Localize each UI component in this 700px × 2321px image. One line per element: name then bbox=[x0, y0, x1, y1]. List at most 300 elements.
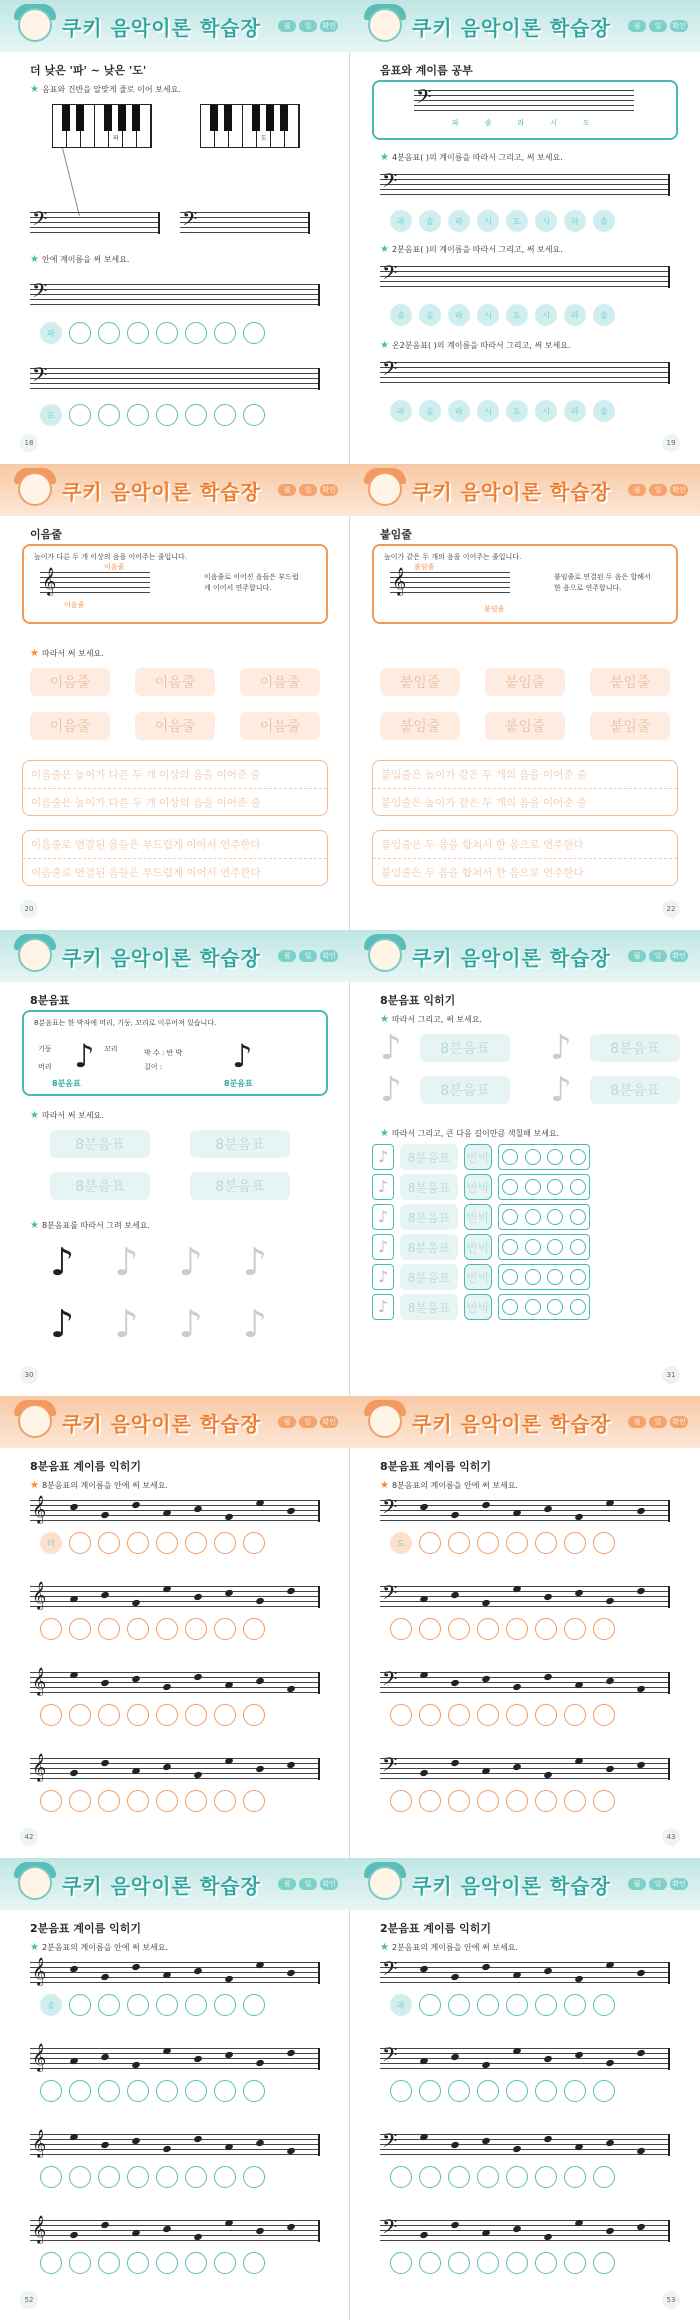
answer-circle[interactable] bbox=[127, 1704, 149, 1726]
answer-circle[interactable] bbox=[535, 2252, 557, 2274]
answer-circle[interactable] bbox=[214, 2252, 236, 2274]
answer-circle[interactable] bbox=[448, 1994, 470, 2016]
trace-word[interactable]: 8분음표 bbox=[420, 1076, 510, 1104]
answer-circle[interactable] bbox=[448, 1532, 470, 1554]
page-42 bbox=[0, 1396, 350, 1858]
note-box[interactable]: ♪ bbox=[372, 1234, 394, 1260]
note bbox=[636, 2049, 646, 2057]
note bbox=[450, 1591, 460, 1599]
trace-notes[interactable]: ♪ ♪ ♪ ♪ bbox=[50, 1302, 268, 1346]
answer-circle[interactable] bbox=[185, 1994, 207, 2016]
staff bbox=[30, 1667, 320, 1695]
note bbox=[481, 1963, 491, 1971]
sentence-row: 이음줄로 연결된 음들은 부드럽게 이어서 연주한다 bbox=[23, 831, 327, 859]
answer-circle[interactable] bbox=[506, 2252, 528, 2274]
answer-circle[interactable] bbox=[419, 2252, 441, 2274]
answer-circle[interactable]: 시 bbox=[477, 304, 499, 326]
answer-circle[interactable] bbox=[593, 2252, 615, 2274]
note bbox=[419, 2231, 429, 2239]
trace-word[interactable]: 붙임줄 bbox=[380, 712, 460, 740]
note bbox=[162, 1683, 172, 1691]
answer-circle[interactable] bbox=[214, 1994, 236, 2016]
answer-circle[interactable] bbox=[214, 2166, 236, 2188]
answer-circle[interactable] bbox=[243, 1790, 265, 1812]
answer-circle[interactable] bbox=[477, 2252, 499, 2274]
answer-circle[interactable] bbox=[214, 404, 236, 426]
page-header bbox=[0, 930, 350, 982]
answer-circle[interactable]: 도 bbox=[506, 304, 528, 326]
trace-note-icon: ♪ bbox=[380, 1070, 402, 1110]
answer-circle[interactable] bbox=[156, 2080, 178, 2102]
answer-circle[interactable] bbox=[156, 1790, 178, 1812]
answer-circle[interactable] bbox=[98, 2166, 120, 2188]
answer-circle[interactable]: 도 bbox=[390, 1532, 412, 1554]
answer-circle[interactable]: 파 bbox=[40, 322, 62, 344]
note bbox=[131, 1501, 141, 1509]
answer-circle[interactable] bbox=[127, 1790, 149, 1812]
header-title: 쿠키 음악이론 학습장 bbox=[412, 480, 611, 504]
answer-circle[interactable]: 도 bbox=[40, 404, 62, 426]
answer-circle[interactable] bbox=[156, 404, 178, 426]
answer-circle[interactable] bbox=[185, 1532, 207, 1554]
definition-box bbox=[22, 1010, 328, 1096]
answer-circle[interactable]: 라 bbox=[564, 304, 586, 326]
answer-circle[interactable] bbox=[477, 1704, 499, 1726]
half-beat-label[interactable]: 반박 bbox=[464, 1204, 492, 1230]
answer-circle[interactable] bbox=[98, 2252, 120, 2274]
staff bbox=[180, 207, 310, 235]
answer-circle[interactable] bbox=[564, 1790, 586, 1812]
answer-circle[interactable] bbox=[243, 404, 265, 426]
star-icon: ★ bbox=[30, 1942, 39, 1953]
answer-circle[interactable] bbox=[69, 1618, 91, 1640]
answer-circle[interactable] bbox=[593, 1532, 615, 1554]
answer-circle[interactable] bbox=[69, 2080, 91, 2102]
half-beat-label[interactable]: 반박 bbox=[464, 1234, 492, 1260]
answer-circle[interactable] bbox=[390, 1790, 412, 1812]
trace-word[interactable]: 붙임줄 bbox=[485, 712, 565, 740]
answer-circle[interactable] bbox=[69, 1994, 91, 2016]
staff bbox=[380, 169, 670, 197]
answer-circle[interactable] bbox=[69, 1704, 91, 1726]
trace-word[interactable]: 붙임줄 bbox=[380, 668, 460, 696]
answer-circle[interactable] bbox=[448, 1618, 470, 1640]
trace-word[interactable]: 이음줄 bbox=[30, 668, 110, 696]
answer-circle[interactable] bbox=[243, 1994, 265, 2016]
answer-circle[interactable] bbox=[185, 1704, 207, 1726]
answer-circle[interactable] bbox=[185, 2252, 207, 2274]
star-icon: ★ bbox=[380, 1480, 389, 1491]
page-title: 8분음표 계이름 익히기 bbox=[30, 1460, 141, 1473]
answer-circle[interactable]: 솔 bbox=[419, 304, 441, 326]
answer-circle[interactable] bbox=[390, 2252, 412, 2274]
answer-circle[interactable] bbox=[390, 1618, 412, 1640]
note bbox=[100, 2053, 110, 2061]
answer-circle[interactable]: 라 bbox=[448, 210, 470, 232]
answer-circle[interactable]: 라 bbox=[448, 400, 470, 422]
check-pill: 확인 bbox=[670, 20, 688, 32]
trace-notes[interactable]: ♪ ♪ ♪ ♪ bbox=[50, 1240, 268, 1284]
note bbox=[450, 1679, 460, 1687]
instruction: 4분음표( )의 계이름을 따라서 그리고, 써 보세요. bbox=[391, 153, 563, 162]
answer-circle[interactable] bbox=[214, 1532, 236, 1554]
part-label: 머리 bbox=[38, 1063, 52, 1071]
answer-circle[interactable] bbox=[243, 2252, 265, 2274]
answer-circle[interactable] bbox=[477, 1532, 499, 1554]
star-icon: ★ bbox=[380, 244, 389, 255]
half-beat-label[interactable]: 반박 bbox=[464, 1144, 492, 1170]
answer-circle[interactable] bbox=[535, 2080, 557, 2102]
note bbox=[636, 1969, 646, 1977]
trace-word[interactable]: 8분음표 bbox=[590, 1034, 680, 1062]
color-beats[interactable] bbox=[498, 1174, 590, 1200]
answer-circle[interactable]: 도 bbox=[506, 210, 528, 232]
page-header bbox=[0, 464, 350, 516]
note bbox=[193, 2055, 203, 2063]
answer-circle[interactable] bbox=[127, 404, 149, 426]
answer-circle[interactable] bbox=[69, 404, 91, 426]
answer-circle[interactable] bbox=[564, 1704, 586, 1726]
answer-circle[interactable] bbox=[214, 1704, 236, 1726]
half-beat-label[interactable]: 반박 bbox=[464, 1174, 492, 1200]
answer-circle[interactable] bbox=[477, 2166, 499, 2188]
trace-word[interactable]: 이음줄 bbox=[135, 668, 215, 696]
answer-circle[interactable] bbox=[477, 1994, 499, 2016]
spread-2 bbox=[0, 464, 700, 930]
answer-circle[interactable] bbox=[40, 1618, 62, 1640]
answer-circle[interactable] bbox=[506, 1618, 528, 1640]
answer-circle[interactable] bbox=[243, 322, 265, 344]
answer-circle[interactable] bbox=[477, 1618, 499, 1640]
answer-circle[interactable] bbox=[564, 2080, 586, 2102]
answer-circle[interactable] bbox=[535, 1532, 557, 1554]
answer-circle[interactable]: 파 bbox=[390, 400, 412, 422]
answer-circle[interactable]: 시 bbox=[535, 210, 557, 232]
answer-circle[interactable] bbox=[98, 322, 120, 344]
answer-circle[interactable] bbox=[448, 2252, 470, 2274]
answer-circle[interactable] bbox=[243, 1618, 265, 1640]
answer-circle[interactable] bbox=[506, 1994, 528, 2016]
answer-circle[interactable] bbox=[243, 2080, 265, 2102]
answer-circle[interactable] bbox=[593, 1704, 615, 1726]
answer-circle[interactable]: 시 bbox=[477, 210, 499, 232]
trace-word[interactable]: 8분음표 bbox=[400, 1144, 458, 1170]
answer-circle[interactable] bbox=[564, 2166, 586, 2188]
trace-word[interactable]: 8분음표 bbox=[400, 1264, 458, 1290]
answer-row bbox=[40, 1704, 265, 1726]
key-label: 도 bbox=[261, 135, 267, 142]
answer-circle[interactable] bbox=[477, 2080, 499, 2102]
answer-circle[interactable] bbox=[506, 1790, 528, 1812]
answer-circle[interactable] bbox=[69, 1532, 91, 1554]
answer-circle[interactable] bbox=[98, 2080, 120, 2102]
answer-circle[interactable] bbox=[419, 1704, 441, 1726]
answer-circle[interactable] bbox=[419, 2080, 441, 2102]
staff bbox=[30, 207, 160, 235]
answer-circle[interactable] bbox=[243, 1532, 265, 1554]
note bbox=[512, 1763, 522, 1771]
answer-circle[interactable] bbox=[593, 1618, 615, 1640]
color-beats[interactable] bbox=[498, 1144, 590, 1170]
header-title: 쿠키 음악이론 학습장 bbox=[62, 480, 261, 504]
bass-clef-icon: 𝄢 bbox=[32, 363, 48, 391]
answer-circle[interactable] bbox=[535, 1994, 557, 2016]
trace-word[interactable]: 이음줄 bbox=[135, 712, 215, 740]
answer-circle[interactable] bbox=[127, 322, 149, 344]
half-beat-label[interactable]: 반박 bbox=[464, 1294, 492, 1320]
answer-circle[interactable] bbox=[40, 2166, 62, 2188]
answer-circle[interactable]: 시 bbox=[535, 304, 557, 326]
trace-word[interactable]: 8분음표 bbox=[400, 1234, 458, 1260]
trace-word[interactable]: 이음줄 bbox=[240, 668, 320, 696]
answer-circle[interactable] bbox=[98, 1532, 120, 1554]
answer-circle[interactable]: 솔 bbox=[593, 210, 615, 232]
scale-label: 솔 bbox=[484, 119, 492, 127]
answer-circle[interactable]: 미 bbox=[40, 1532, 62, 1554]
star-icon: ★ bbox=[380, 152, 389, 163]
trace-word[interactable]: 8분음표 bbox=[590, 1076, 680, 1104]
answer-circle[interactable] bbox=[535, 1618, 557, 1640]
note bbox=[605, 1597, 615, 1605]
trace-word[interactable]: 8분음표 bbox=[190, 1130, 290, 1158]
answer-circle[interactable]: 도 bbox=[506, 400, 528, 422]
length-label: 길이 : bbox=[144, 1063, 163, 1071]
piano-keys bbox=[200, 104, 300, 148]
answer-circle[interactable]: 시 bbox=[477, 400, 499, 422]
trace-word[interactable]: 8분음표 bbox=[50, 1172, 150, 1200]
answer-circle[interactable] bbox=[98, 1994, 120, 2016]
answer-circle[interactable] bbox=[564, 1532, 586, 1554]
answer-circle[interactable] bbox=[40, 2252, 62, 2274]
answer-circle[interactable] bbox=[593, 1994, 615, 2016]
answer-circle[interactable] bbox=[506, 1532, 528, 1554]
answer-circle[interactable] bbox=[127, 2252, 149, 2274]
answer-circle[interactable] bbox=[98, 404, 120, 426]
answer-circle[interactable]: 파 bbox=[390, 210, 412, 232]
answer-circle[interactable] bbox=[419, 1994, 441, 2016]
answer-circle[interactable] bbox=[535, 1790, 557, 1812]
answer-circle[interactable] bbox=[185, 1618, 207, 1640]
answer-circle[interactable] bbox=[156, 1532, 178, 1554]
answer-circle[interactable] bbox=[477, 1790, 499, 1812]
answer-circle[interactable] bbox=[156, 2166, 178, 2188]
answer-circle[interactable] bbox=[214, 1618, 236, 1640]
header-title: 쿠키 음악이론 학습장 bbox=[62, 16, 261, 40]
trace-word[interactable]: 붙임줄 bbox=[590, 712, 670, 740]
trace-word[interactable]: 8분음표 bbox=[400, 1174, 458, 1200]
answer-circle[interactable] bbox=[390, 2166, 412, 2188]
answer-circle[interactable] bbox=[593, 1790, 615, 1812]
trace-word[interactable]: 8분음표 bbox=[400, 1294, 458, 1320]
note-box[interactable]: ♪ bbox=[372, 1204, 394, 1230]
answer-circle[interactable]: 솔 bbox=[40, 1994, 62, 2016]
answer-circle[interactable] bbox=[390, 1704, 412, 1726]
answer-circle[interactable]: 솔 bbox=[390, 304, 412, 326]
trace-word[interactable]: 8분음표 bbox=[190, 1172, 290, 1200]
answer-circle[interactable] bbox=[185, 322, 207, 344]
trace-sentence[interactable] bbox=[22, 830, 328, 886]
header-title: 쿠키 음악이론 학습장 bbox=[62, 946, 261, 970]
note bbox=[605, 1677, 615, 1685]
note bbox=[193, 1967, 203, 1975]
answer-circle[interactable]: 솔 bbox=[593, 400, 615, 422]
instruction: 온2분음표( )의 계이름을 따라서 그리고, 써 보세요. bbox=[391, 341, 571, 350]
answer-circle[interactable] bbox=[127, 2080, 149, 2102]
answer-row bbox=[40, 1532, 265, 1554]
trace-sentence[interactable] bbox=[372, 830, 678, 886]
answer-row bbox=[40, 2080, 265, 2102]
answer-circle[interactable] bbox=[214, 322, 236, 344]
check-pill: 확인 bbox=[320, 1878, 338, 1890]
answer-circle[interactable] bbox=[156, 1994, 178, 2016]
answer-circle[interactable] bbox=[185, 2080, 207, 2102]
color-beats[interactable] bbox=[498, 1234, 590, 1260]
star-icon: ★ bbox=[30, 648, 39, 659]
answer-circle[interactable] bbox=[185, 404, 207, 426]
trace-sentence[interactable] bbox=[22, 760, 328, 816]
answer-circle[interactable] bbox=[243, 2166, 265, 2188]
answer-circle[interactable] bbox=[564, 1994, 586, 2016]
note-box[interactable]: ♪ bbox=[372, 1294, 394, 1320]
month-pill: 월 bbox=[278, 484, 296, 496]
header-title: 쿠키 음악이론 학습장 bbox=[62, 1874, 261, 1898]
month-pill: 월 bbox=[278, 1878, 296, 1890]
answer-circle[interactable] bbox=[69, 1790, 91, 1812]
color-beats[interactable] bbox=[498, 1264, 590, 1290]
staff bbox=[380, 2129, 670, 2157]
answer-circle[interactable] bbox=[98, 1618, 120, 1640]
instruction: 2분음표의 계이름을 안에 써 보세요. bbox=[41, 1943, 168, 1952]
star-icon: ★ bbox=[30, 1110, 39, 1121]
answer-circle[interactable] bbox=[185, 2166, 207, 2188]
answer-circle[interactable] bbox=[564, 2252, 586, 2274]
trace-word[interactable]: 이음줄 bbox=[240, 712, 320, 740]
bass-clef-icon: 𝄢 bbox=[382, 2129, 398, 2157]
answer-circle[interactable] bbox=[69, 2252, 91, 2274]
check-pill: 확인 bbox=[670, 484, 688, 496]
answer-circle[interactable]: 솔 bbox=[419, 400, 441, 422]
answer-circle[interactable] bbox=[40, 2080, 62, 2102]
answer-circle[interactable] bbox=[156, 1618, 178, 1640]
answer-circle[interactable] bbox=[69, 2166, 91, 2188]
answer-circle[interactable] bbox=[98, 1704, 120, 1726]
answer-circle[interactable] bbox=[40, 1704, 62, 1726]
scale-label: 파 bbox=[452, 119, 459, 127]
note bbox=[605, 2139, 615, 2147]
answer-circle[interactable] bbox=[390, 2080, 412, 2102]
answer-circle[interactable] bbox=[127, 1618, 149, 1640]
answer-circle[interactable] bbox=[419, 1790, 441, 1812]
page-header bbox=[0, 0, 350, 52]
answer-circle[interactable] bbox=[185, 1790, 207, 1812]
color-beats[interactable] bbox=[498, 1204, 590, 1230]
answer-circle[interactable] bbox=[593, 2080, 615, 2102]
page-title: 붙임줄 bbox=[380, 528, 412, 541]
answer-circle[interactable] bbox=[448, 1790, 470, 1812]
answer-circle[interactable] bbox=[243, 1704, 265, 1726]
scale-label: 시 bbox=[550, 119, 558, 127]
header-title: 쿠키 음악이론 학습장 bbox=[412, 1874, 611, 1898]
trace-word[interactable]: 붙임줄 bbox=[485, 668, 565, 696]
instruction: 안에 계이름을 써 보세요. bbox=[41, 255, 130, 264]
day-pill: 일 bbox=[299, 950, 317, 962]
trace-word[interactable]: 8분음표 bbox=[420, 1034, 510, 1062]
answer-circle[interactable] bbox=[448, 2166, 470, 2188]
answer-circle[interactable]: 라 bbox=[448, 304, 470, 326]
answer-circle[interactable]: 솔 bbox=[419, 210, 441, 232]
trace-sentence[interactable] bbox=[372, 760, 678, 816]
half-beat-label[interactable]: 반박 bbox=[464, 1264, 492, 1290]
note-box[interactable]: ♪ bbox=[372, 1264, 394, 1290]
note bbox=[100, 2141, 110, 2149]
note-box[interactable]: ♪ bbox=[372, 1144, 394, 1170]
instruction: 8분음표의 계이름을 안에 써 보세요. bbox=[391, 1481, 518, 1490]
answer-circle[interactable] bbox=[156, 322, 178, 344]
answer-circle[interactable] bbox=[156, 1704, 178, 1726]
trace-word[interactable]: 붙임줄 bbox=[590, 668, 670, 696]
answer-circle[interactable] bbox=[69, 322, 91, 344]
answer-circle[interactable]: 파 bbox=[390, 1994, 412, 2016]
answer-row bbox=[40, 404, 265, 426]
answer-row bbox=[390, 1532, 615, 1554]
note bbox=[543, 1967, 553, 1975]
trace-word[interactable]: 8분음표 bbox=[50, 1130, 150, 1158]
check-pill: 확인 bbox=[670, 950, 688, 962]
page-header bbox=[350, 1396, 700, 1448]
answer-circle[interactable] bbox=[419, 2166, 441, 2188]
answer-circle[interactable] bbox=[419, 1618, 441, 1640]
trace-word[interactable]: 8분음표 bbox=[400, 1204, 458, 1230]
note-box[interactable]: ♪ bbox=[372, 1174, 394, 1200]
scale-box bbox=[372, 80, 678, 140]
answer-circle[interactable] bbox=[448, 2080, 470, 2102]
treble-clef-icon: 𝄞 bbox=[32, 1753, 47, 1781]
answer-circle[interactable] bbox=[506, 2080, 528, 2102]
answer-circle[interactable] bbox=[535, 2166, 557, 2188]
answer-circle[interactable] bbox=[127, 2166, 149, 2188]
star-icon: ★ bbox=[30, 1220, 39, 1231]
page-43 bbox=[350, 1396, 700, 1858]
answer-circle[interactable] bbox=[448, 1704, 470, 1726]
definition-text: 8분음표는 한 박자에 머리, 기둥, 꼬리로 이루어져 있습니다. bbox=[34, 1019, 217, 1027]
color-beats[interactable] bbox=[498, 1294, 590, 1320]
page-title: 8분음표 계이름 익히기 bbox=[380, 1460, 491, 1473]
bass-clef-icon: 𝄢 bbox=[382, 1957, 398, 1985]
answer-circle[interactable] bbox=[127, 1994, 149, 2016]
answer-circle[interactable]: 라 bbox=[564, 400, 586, 422]
answer-row bbox=[40, 1790, 265, 1812]
answer-circle[interactable] bbox=[535, 1704, 557, 1726]
answer-circle[interactable] bbox=[593, 2166, 615, 2188]
answer-circle[interactable] bbox=[127, 1532, 149, 1554]
answer-row bbox=[390, 1994, 615, 2016]
answer-circle[interactable] bbox=[506, 1704, 528, 1726]
spread-4 bbox=[0, 1396, 700, 1858]
answer-circle[interactable] bbox=[419, 1532, 441, 1554]
answer-circle[interactable]: 솔 bbox=[593, 304, 615, 326]
answer-circle[interactable]: 라 bbox=[564, 210, 586, 232]
trace-word[interactable]: 이음줄 bbox=[30, 712, 110, 740]
note bbox=[255, 1677, 265, 1685]
answer-circle[interactable] bbox=[156, 2252, 178, 2274]
answer-circle[interactable] bbox=[506, 2166, 528, 2188]
answer-circle[interactable] bbox=[214, 2080, 236, 2102]
answer-circle[interactable] bbox=[40, 1790, 62, 1812]
answer-circle[interactable] bbox=[214, 1790, 236, 1812]
answer-circle[interactable] bbox=[98, 1790, 120, 1812]
answer-circle[interactable] bbox=[564, 1618, 586, 1640]
answer-circle[interactable]: 시 bbox=[535, 400, 557, 422]
